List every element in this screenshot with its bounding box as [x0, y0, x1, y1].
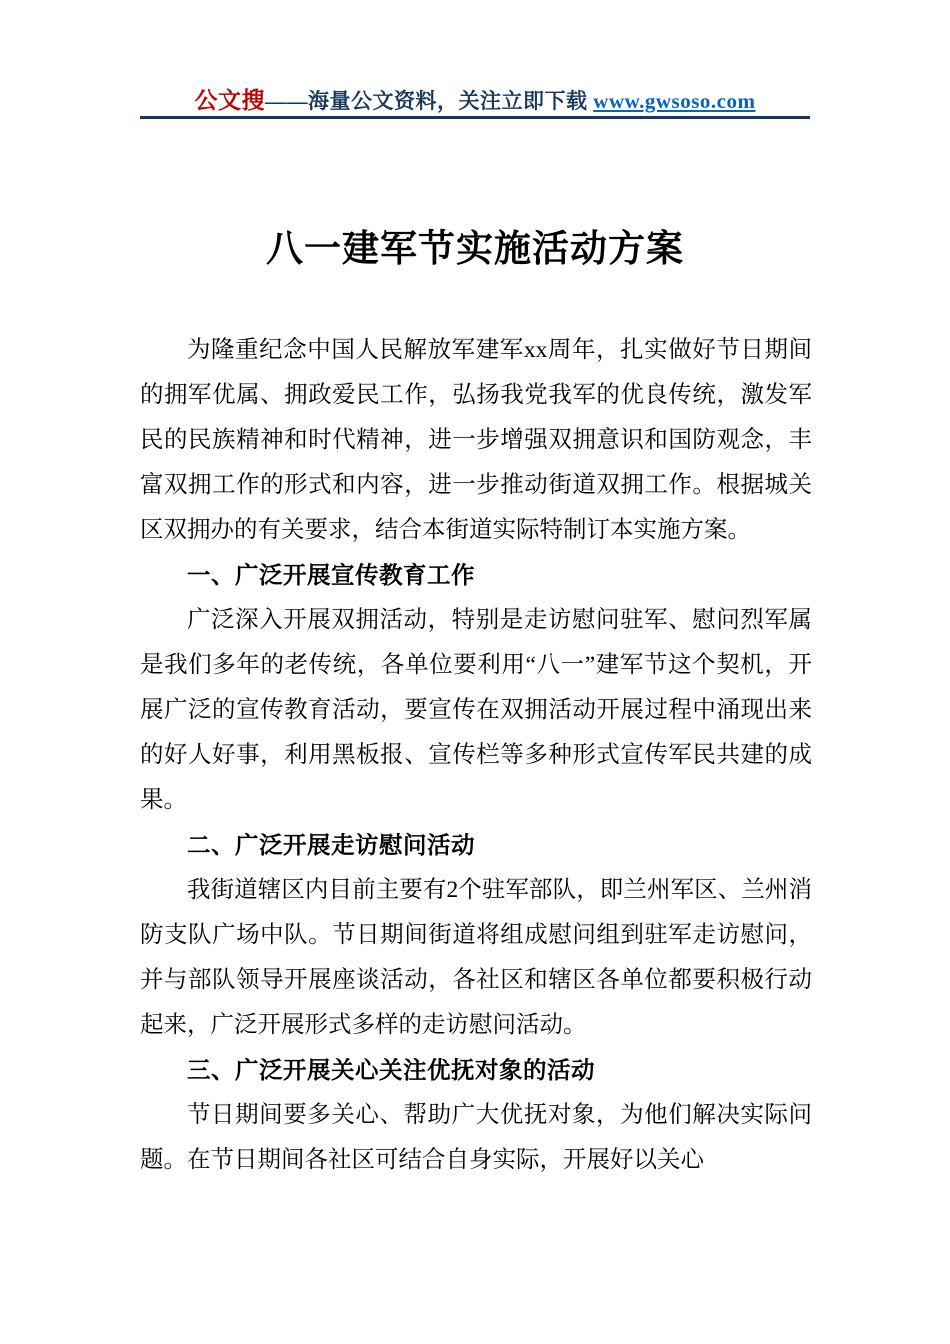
header-tagline: ——海量公文资料，关注立即下载 — [265, 89, 594, 113]
section-heading-3: 三、广泛开展关心关注优抚对象的活动 — [187, 1057, 595, 1083]
header-divider — [140, 116, 810, 119]
page-header — [140, 82, 810, 115]
section-heading-1: 一、广泛开展宣传教育工作 — [187, 562, 475, 588]
document-title: 八一建军节实施活动方案 — [266, 229, 684, 270]
section-heading-2: 二、广泛开展走访慰问活动 — [187, 832, 475, 858]
paragraph-section-2: 我街道辖区内目前主要有2个驻军部队，即兰州军区、兰州消防支队广场中队。节日期间街道将组成慰问组到驻军走访慰问，并与部队领导开展座谈活动，各社区和辖区各单位都要积极行动起来，广泛开展形式多样的走访慰问活动。 — [140, 877, 812, 1038]
document-body — [140, 328, 812, 1183]
paragraph-section-1: 广泛深入开展双拥活动，特别是走访慰问驻军、慰问烈军属是我们多年的老传统，各单位要利用“八一”建军节这个契机，开展广泛的宣传教育活动，要宣传在双拥活动开展过程中涌现出来的好人好事，利用黑板报、宣传栏等多种形式宣传军民共建的成果。 — [140, 607, 812, 813]
paragraph-section-3: 节日期间要多关心、帮助广大优抚对象，为他们解决实际问题。在节日期间各社区可结合自身实际，开展好以关心 — [140, 1102, 812, 1173]
website-link[interactable]: www.gwsoso.com — [593, 89, 756, 113]
paragraph-intro: 为隆重纪念中国人民解放军建军xx周年，扎实做好节日期间的拥军优属、拥政爱民工作，弘扬我党我军的优良传统，激发军民的民族精神和时代精神，进一步增强双拥意识和国防观念，丰富双拥工作的形式和内容，进一步推动街道双拥工作。根据城关区双拥办的有关要求，结合本街道实际特制订本实施方案。 — [140, 337, 812, 543]
brand-name: 公文搜 — [194, 88, 266, 113]
